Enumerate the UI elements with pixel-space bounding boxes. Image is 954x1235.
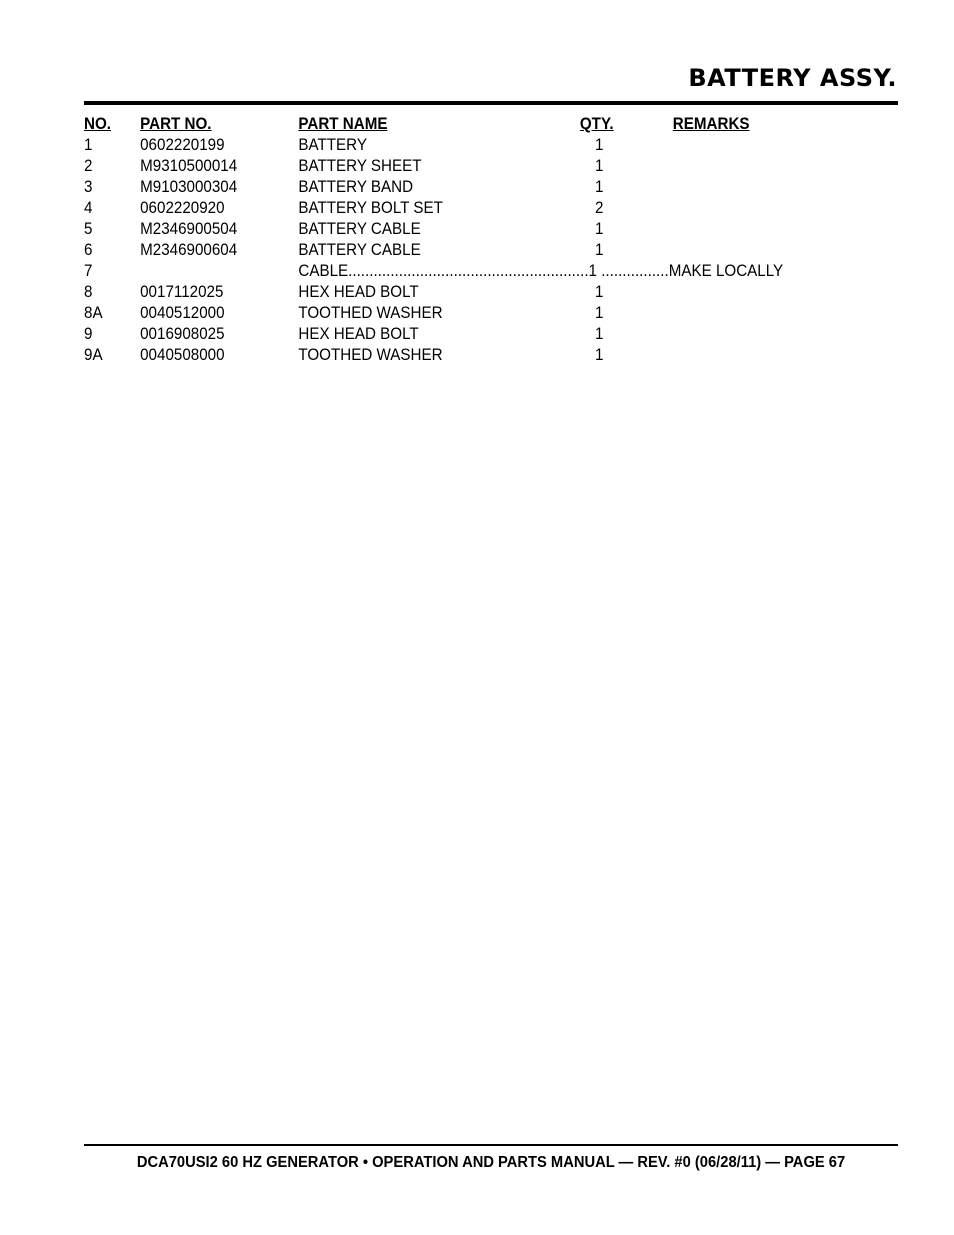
row-part-name: TOOTHED WASHER <box>298 304 443 322</box>
row-part-name: BATTERY SHEET <box>298 157 422 175</box>
row-part-name: TOOTHED WASHER <box>298 346 443 364</box>
row-part-no: 0040512000 <box>140 304 225 322</box>
table-row <box>84 324 833 345</box>
row-no: 5 <box>84 220 93 238</box>
row-part-name: HEX HEAD BOLT <box>298 283 419 301</box>
row-dotted-leader: CABLE.........................................................1 ................MAKE LOCALLY <box>298 262 784 280</box>
row-qty: 1 <box>594 325 604 343</box>
row-qty: 1 <box>594 241 604 259</box>
footer-rule <box>84 1144 898 1146</box>
row-qty: 1 <box>594 346 604 364</box>
table-header <box>84 114 833 135</box>
row-qty: 1 <box>594 304 604 322</box>
row-part-no: 0016908025 <box>140 325 225 343</box>
row-part-no: M2346900604 <box>140 241 238 259</box>
title-rule <box>84 101 898 105</box>
header-qty: QTY. <box>579 115 614 133</box>
table-row <box>84 261 833 282</box>
row-part-no: M2346900504 <box>140 220 238 238</box>
row-qty: 1 <box>594 220 604 238</box>
table-row <box>84 156 833 177</box>
page-title: BATTERY ASSY. <box>688 64 897 92</box>
row-no: 8 <box>84 283 93 301</box>
header-remarks: REMARKS <box>672 115 750 133</box>
row-qty: 1 <box>594 157 604 175</box>
table-row <box>84 135 833 156</box>
row-no: 2 <box>84 157 93 175</box>
row-part-no: 0017112025 <box>140 283 224 301</box>
row-part-no: M9310500014 <box>140 157 238 175</box>
row-part-name: HEX HEAD BOLT <box>298 325 419 343</box>
row-no: 3 <box>84 178 93 196</box>
row-no: 8A <box>84 304 103 322</box>
row-part-name: BATTERY BOLT SET <box>298 199 443 217</box>
table-row <box>84 198 833 219</box>
header-part-no: PART NO. <box>140 115 212 133</box>
row-qty: 1 <box>594 283 604 301</box>
table-row <box>84 240 833 261</box>
row-part-name: BATTERY <box>298 136 367 154</box>
table-row <box>84 303 833 324</box>
row-qty: 1 <box>594 178 604 196</box>
row-no: 1 <box>84 136 93 154</box>
table-row <box>84 345 833 366</box>
page-footer: DCA70USI2 60 HZ GENERATOR • OPERATION AND PARTS MANUAL — REV. #0 (06/28/11) — PAGE 67 <box>136 1154 846 1171</box>
header-part-name: PART NAME <box>298 115 388 133</box>
row-no: 6 <box>84 241 93 259</box>
row-part-no: 0602220199 <box>140 136 225 154</box>
row-part-name: BATTERY CABLE <box>298 241 421 259</box>
row-part-no: 0602220920 <box>140 199 225 217</box>
table-row <box>84 219 833 240</box>
row-qty: 1 <box>594 136 604 154</box>
header-no: NO. <box>84 115 111 133</box>
row-remarks: MAKE LOCALLY <box>668 262 784 280</box>
row-no: 9 <box>84 325 93 343</box>
row-no: 7 <box>84 262 93 280</box>
parts-table <box>84 114 833 366</box>
table-row <box>84 282 833 303</box>
row-no: 9A <box>84 346 103 364</box>
row-part-name: CABLE <box>298 262 349 280</box>
row-part-no: M9103000304 <box>140 178 238 196</box>
row-qty: 2 <box>594 199 604 217</box>
row-qty: 1 <box>588 262 598 280</box>
row-part-name: BATTERY CABLE <box>298 220 421 238</box>
row-no: 4 <box>84 199 93 217</box>
row-part-no: 0040508000 <box>140 346 225 364</box>
row-part-name: BATTERY BAND <box>298 178 414 196</box>
table-row <box>84 177 833 198</box>
